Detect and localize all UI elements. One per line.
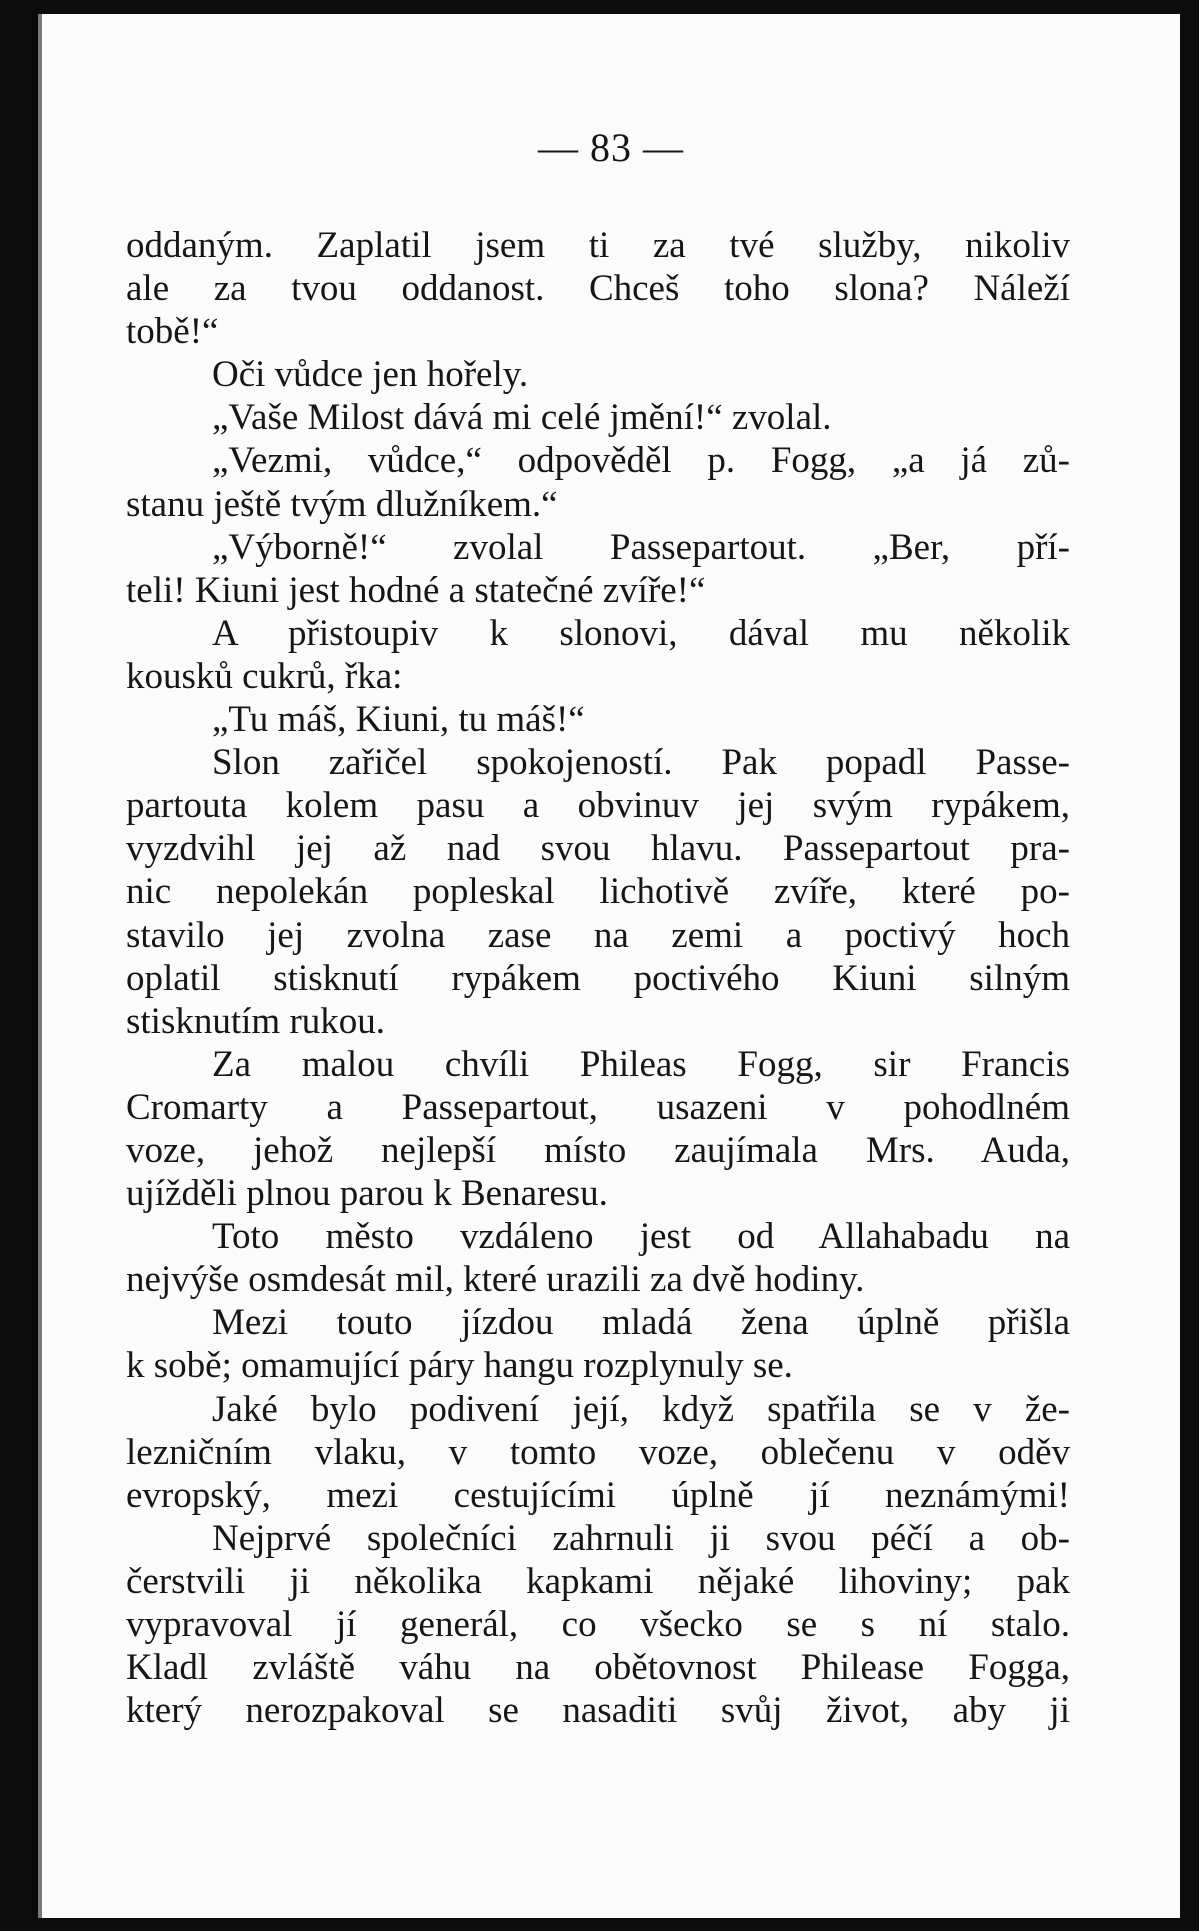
text-line: oplatil stisknutí rypákem poctivého Kiuni silným: [126, 957, 1070, 999]
text-line: ale za tvou oddanost. Chceš toho slona? Náleží: [126, 268, 1070, 310]
text-line: „Tu máš, Kiuni, tu máš!“: [212, 699, 585, 741]
text-line: k sobě; omamující páry hangu rozplynuly se.: [126, 1345, 793, 1387]
text-line: vypravoval jí generál, co všecko se s ní stalo.: [126, 1604, 1070, 1645]
text-line: Toto město vzdáleno jest od Allahabadu na: [212, 1216, 1070, 1258]
text-line: Jaké bylo podivení její, když spatřila se v že-: [212, 1388, 1070, 1430]
body-text: [126, 224, 1070, 1732]
text-line: čerstvili ji několika kapkami nějaké lihoviny; pak: [126, 1560, 1070, 1602]
text-line: ujížděli plnou parou k Benaresu.: [126, 1173, 608, 1215]
scan-border-right: [1180, 14, 1199, 1931]
text-line: nejvýše osmdesát mil, které urazili za dvě hodiny.: [126, 1259, 865, 1301]
text-line: „Výborně!“ zvolal Passepartout. „Ber, pří-: [212, 526, 1070, 568]
scan-border-top: [0, 0, 1199, 14]
text-line: kousků cukrů, řka:: [126, 655, 403, 697]
text-line: Kladl zvláště váhu na obětovnost Philease Fogga,: [126, 1647, 1070, 1689]
scan-border-bottom: [0, 1918, 1199, 1931]
text-line: vyzdvihl jej až nad svou hlavu. Passepartout pra-: [126, 828, 1070, 870]
text-line: A přistoupiv k slonovi, dával mu několik: [212, 612, 1070, 654]
text-line: „Vezmi, vůdce,“ odpověděl p. Fogg, „a já zů-: [212, 440, 1070, 482]
book-page: [42, 14, 1180, 1918]
text-line: tobě!“: [126, 311, 219, 353]
text-line: oddaným. Zaplatil jsem ti za tvé služby, nikoliv: [126, 225, 1070, 266]
text-line: voze, jehož nejlepší místo zaujímala Mrs. Auda,: [126, 1129, 1070, 1171]
text-line: nic nepolekán popleskal lichotivě zvíře, které po-: [126, 871, 1070, 913]
text-line: „Vaše Milost dává mi celé jmění!“ zvolal.: [212, 397, 832, 439]
scan-border-left: [0, 0, 38, 1931]
text-line: který nerozpakoval se nasaditi svůj život, aby ji: [126, 1690, 1070, 1732]
text-line: partouta kolem pasu a obvinuv jej svým rypákem,: [126, 785, 1070, 827]
text-line: Slon zařičel spokojeností. Pak popadl Passe-: [212, 742, 1070, 784]
text-line: stisknutím rukou.: [126, 1000, 386, 1042]
page-number: — 83 —: [538, 125, 684, 170]
text-line: stavilo jej zvolna zase na zemi a poctivý hoch: [126, 914, 1070, 956]
text-line: Za malou chvíli Phileas Fogg, sir Francis: [212, 1043, 1070, 1085]
text-line: Nejprvé společníci zahrnuli ji svou péčí a ob-: [212, 1517, 1070, 1559]
text-line: evropský, mezi cestujícími úplně jí neznámými!: [126, 1474, 1070, 1516]
text-line: Oči vůdce jen hořely.: [212, 354, 529, 396]
text-line: Cromarty a Passepartout, usazeni v pohodlném: [126, 1086, 1070, 1128]
text-line: Mezi touto jízdou mladá žena úplně přišla: [212, 1302, 1070, 1344]
text-line: teli! Kiuni jest hodné a statečné zvíře!“: [126, 569, 706, 611]
text-line: lezničním vlaku, v tomto voze, oblečenu v oděv: [126, 1431, 1070, 1473]
text-line: stanu ještě tvým dlužníkem.“: [126, 483, 558, 525]
